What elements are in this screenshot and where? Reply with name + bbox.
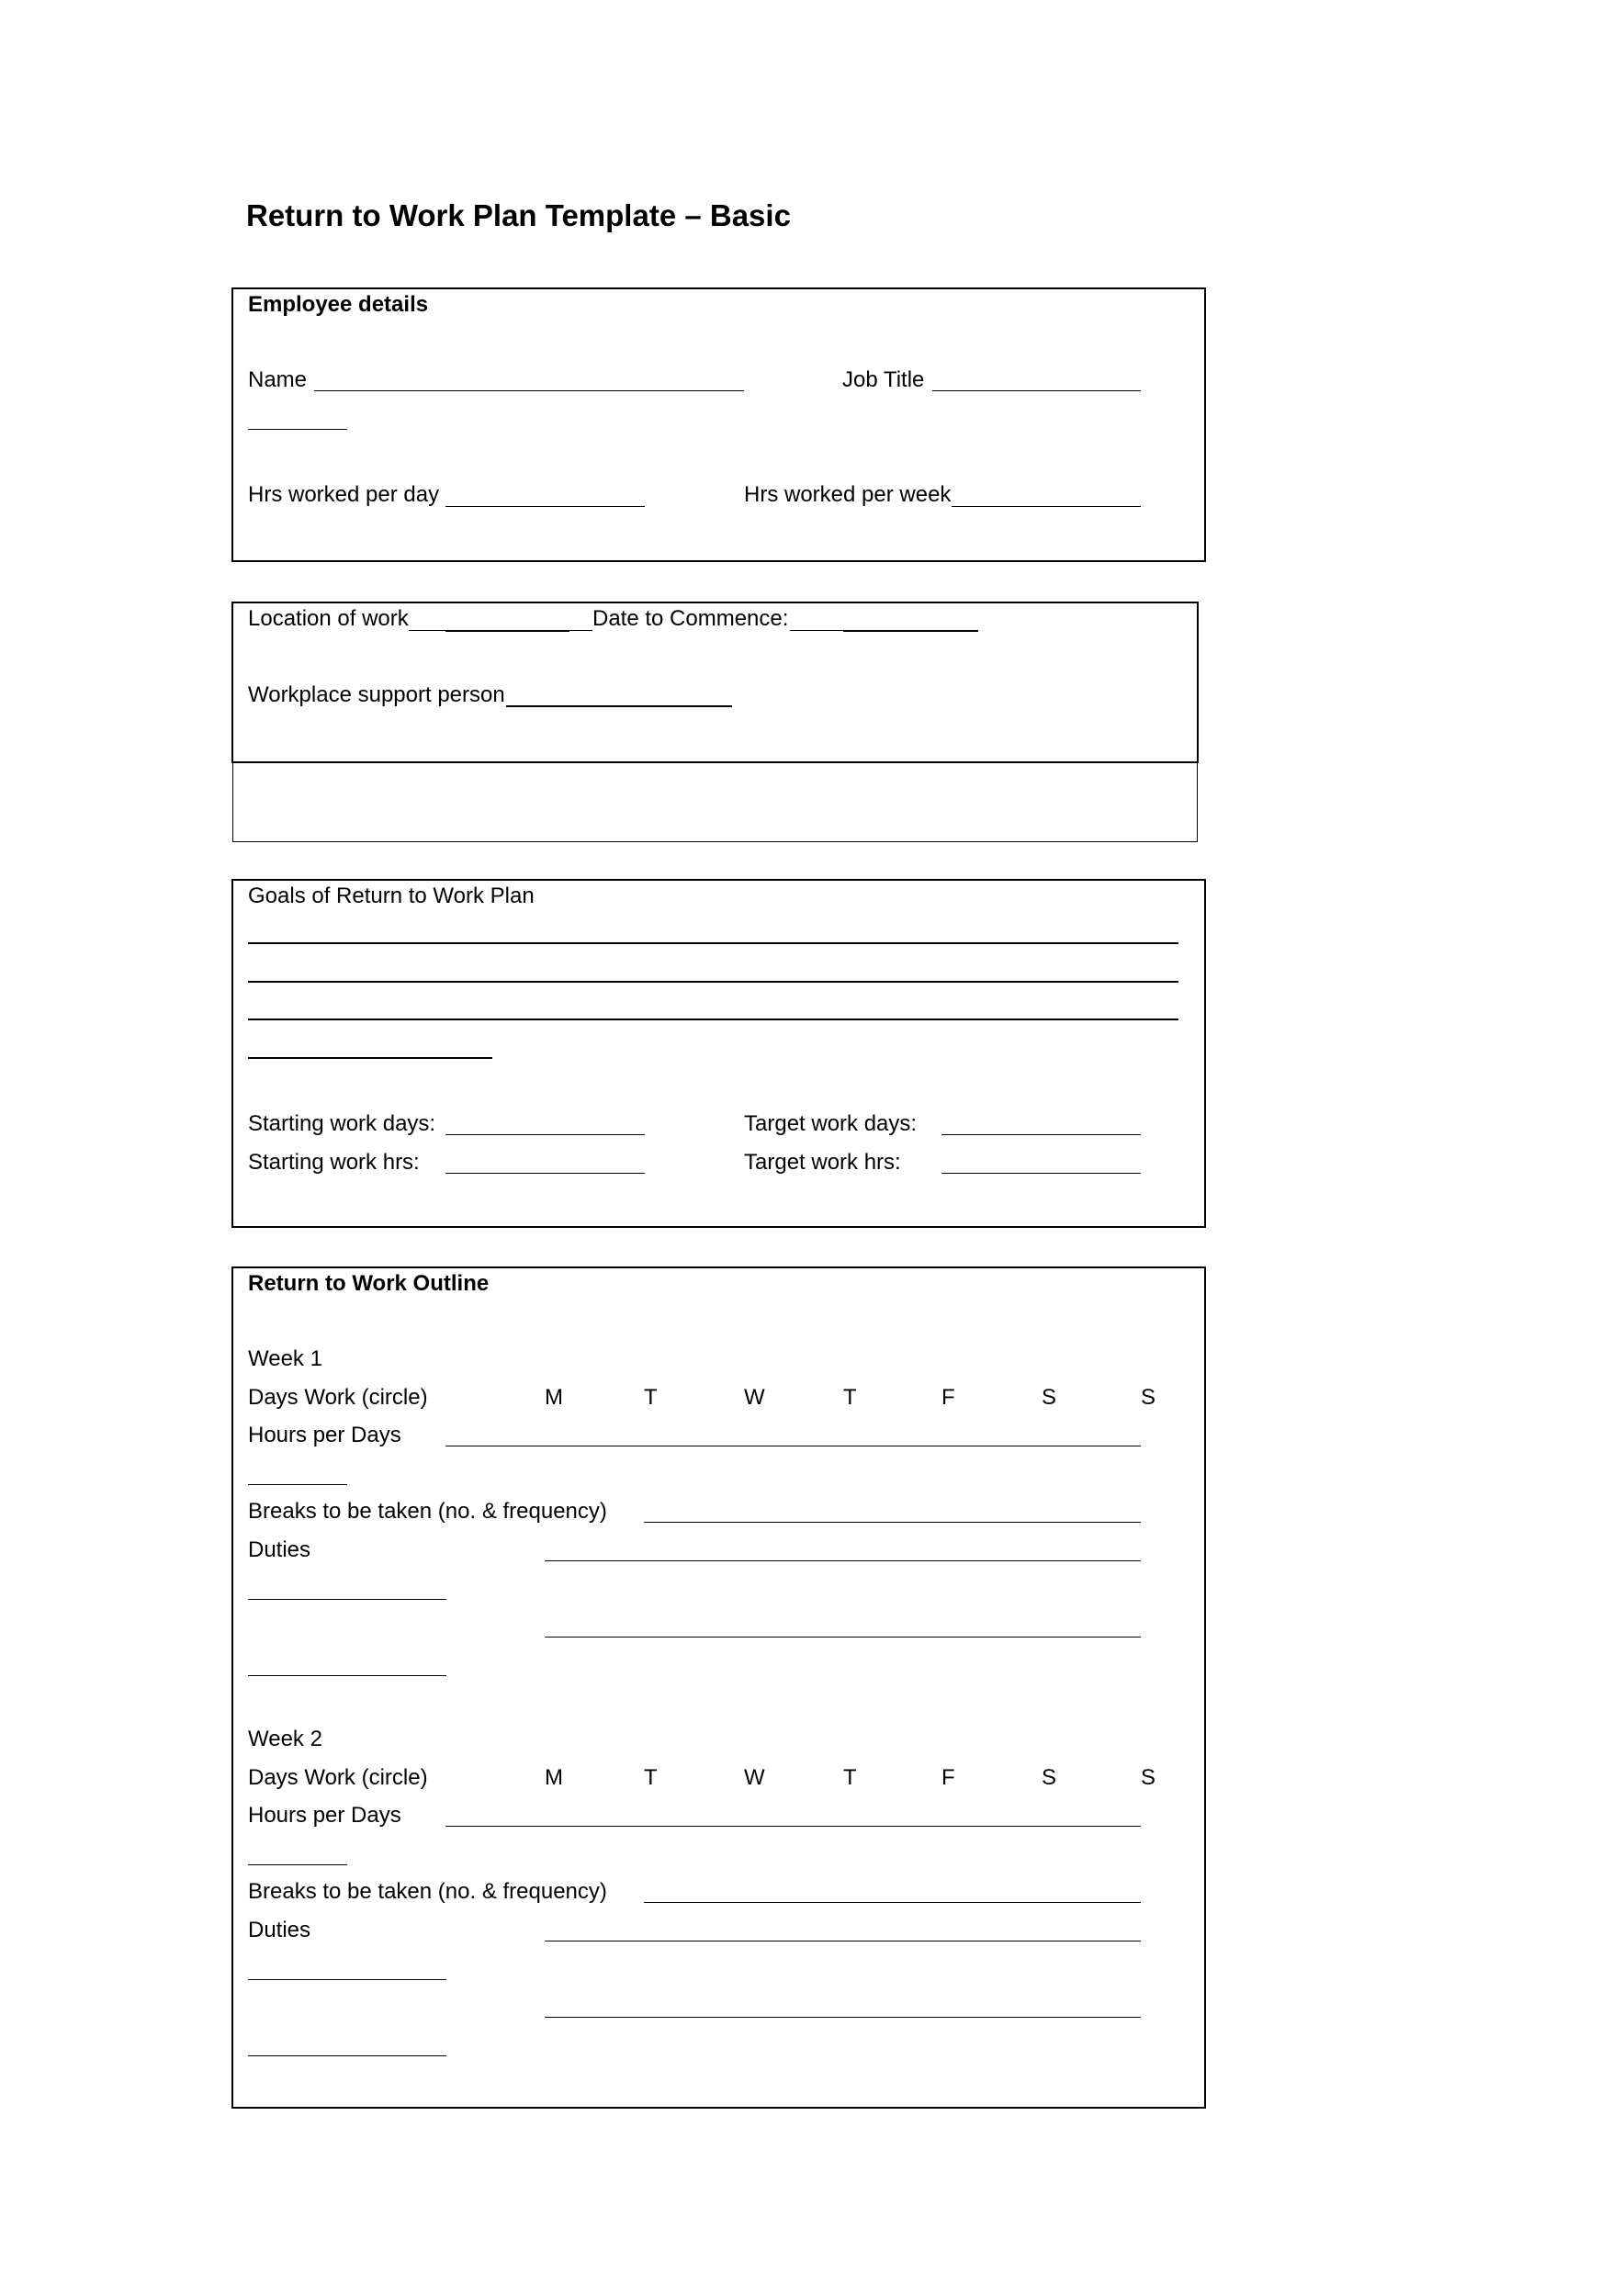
starting-work-hrs-label: Starting work hrs: (248, 1150, 420, 1175)
day-saturday[interactable]: S (1042, 1385, 1057, 1410)
hours-per-days-label: Hours per Days (248, 1803, 401, 1828)
page-title: Return to Work Plan Template – Basic (246, 198, 791, 232)
name-label: Name (248, 367, 308, 392)
day-wednesday[interactable]: W (744, 1765, 765, 1790)
day-thursday[interactable]: T (843, 1385, 857, 1410)
duties-field-1-continued[interactable] (248, 1979, 446, 1980)
location-of-work-label: Location of work (248, 606, 409, 631)
goals-line-1[interactable] (248, 942, 1178, 944)
job-title-field-continued[interactable] (248, 429, 347, 430)
duties-field-1-continued[interactable] (248, 1599, 446, 1600)
location-section-extra-row (232, 761, 1198, 842)
employee-details-heading: Employee details (248, 292, 429, 317)
day-tuesday[interactable]: T (644, 1765, 658, 1790)
breaks-field[interactable] (644, 1902, 1141, 1903)
goals-heading: Goals of Return to Work Plan (248, 884, 535, 908)
duties-label: Duties (248, 1537, 311, 1562)
target-work-days-field[interactable] (941, 1134, 1141, 1135)
goals-line-4[interactable] (248, 1057, 492, 1059)
day-sunday[interactable]: S (1141, 1385, 1156, 1410)
hours-per-days-field[interactable] (445, 1826, 1141, 1827)
days-work-label: Days Work (circle) (248, 1385, 428, 1410)
workplace-support-field[interactable] (506, 705, 732, 707)
day-monday[interactable]: M (545, 1385, 563, 1410)
day-tuesday[interactable]: T (644, 1385, 658, 1410)
day-sunday[interactable]: S (1141, 1765, 1156, 1790)
goals-section (231, 879, 1206, 1228)
job-title-label: Job Title (842, 367, 925, 392)
target-work-days-label: Target work days: (744, 1111, 918, 1136)
hrs-per-week-label: Hrs worked per week (744, 482, 952, 507)
starting-work-days-field[interactable] (445, 1134, 645, 1135)
day-monday[interactable]: M (545, 1765, 563, 1790)
date-to-commence-field-bold (843, 630, 978, 632)
target-work-hrs-field[interactable] (941, 1173, 1141, 1174)
hours-per-days-field-continued[interactable] (248, 1864, 347, 1865)
day-saturday[interactable]: S (1042, 1765, 1057, 1790)
target-work-hrs-label: Target work hrs: (744, 1150, 901, 1175)
goals-line-3[interactable] (248, 1019, 1178, 1020)
week-label: Week 2 (248, 1727, 322, 1751)
breaks-label: Breaks to be taken (no. & frequency) (248, 1879, 607, 1904)
hrs-per-day-field[interactable] (445, 506, 645, 507)
goals-line-2[interactable] (248, 981, 1178, 983)
date-to-commence-label: Date to Commence: (592, 606, 789, 631)
starting-work-hrs-field[interactable] (445, 1173, 645, 1174)
duties-field-1[interactable] (545, 1560, 1141, 1561)
location-of-work-field-bold (445, 630, 569, 632)
hours-per-days-field-continued[interactable] (248, 1484, 347, 1485)
outline-heading: Return to Work Outline (248, 1271, 490, 1296)
hrs-per-day-label: Hrs worked per day (248, 482, 440, 507)
breaks-field[interactable] (644, 1522, 1141, 1523)
week-label: Week 1 (248, 1346, 322, 1371)
employee-details-section (231, 287, 1206, 562)
job-title-field[interactable] (932, 390, 1141, 391)
days-work-label: Days Work (circle) (248, 1765, 428, 1790)
workplace-support-label: Workplace support person (248, 682, 505, 707)
hours-per-days-label: Hours per Days (248, 1423, 401, 1447)
duties-label: Duties (248, 1918, 311, 1942)
day-wednesday[interactable]: W (744, 1385, 765, 1410)
duties-field-2-continued[interactable] (248, 2055, 446, 2056)
hrs-per-week-field[interactable] (952, 506, 1141, 507)
duties-field-2-continued[interactable] (248, 1675, 446, 1676)
starting-work-days-label: Starting work days: (248, 1111, 436, 1136)
name-field[interactable] (314, 390, 744, 391)
duties-field-2[interactable] (545, 1637, 1141, 1638)
day-thursday[interactable]: T (843, 1765, 857, 1790)
day-friday[interactable]: F (941, 1765, 955, 1790)
day-friday[interactable]: F (941, 1385, 955, 1410)
duties-field-2[interactable] (545, 2017, 1141, 2018)
breaks-label: Breaks to be taken (no. & frequency) (248, 1499, 607, 1524)
